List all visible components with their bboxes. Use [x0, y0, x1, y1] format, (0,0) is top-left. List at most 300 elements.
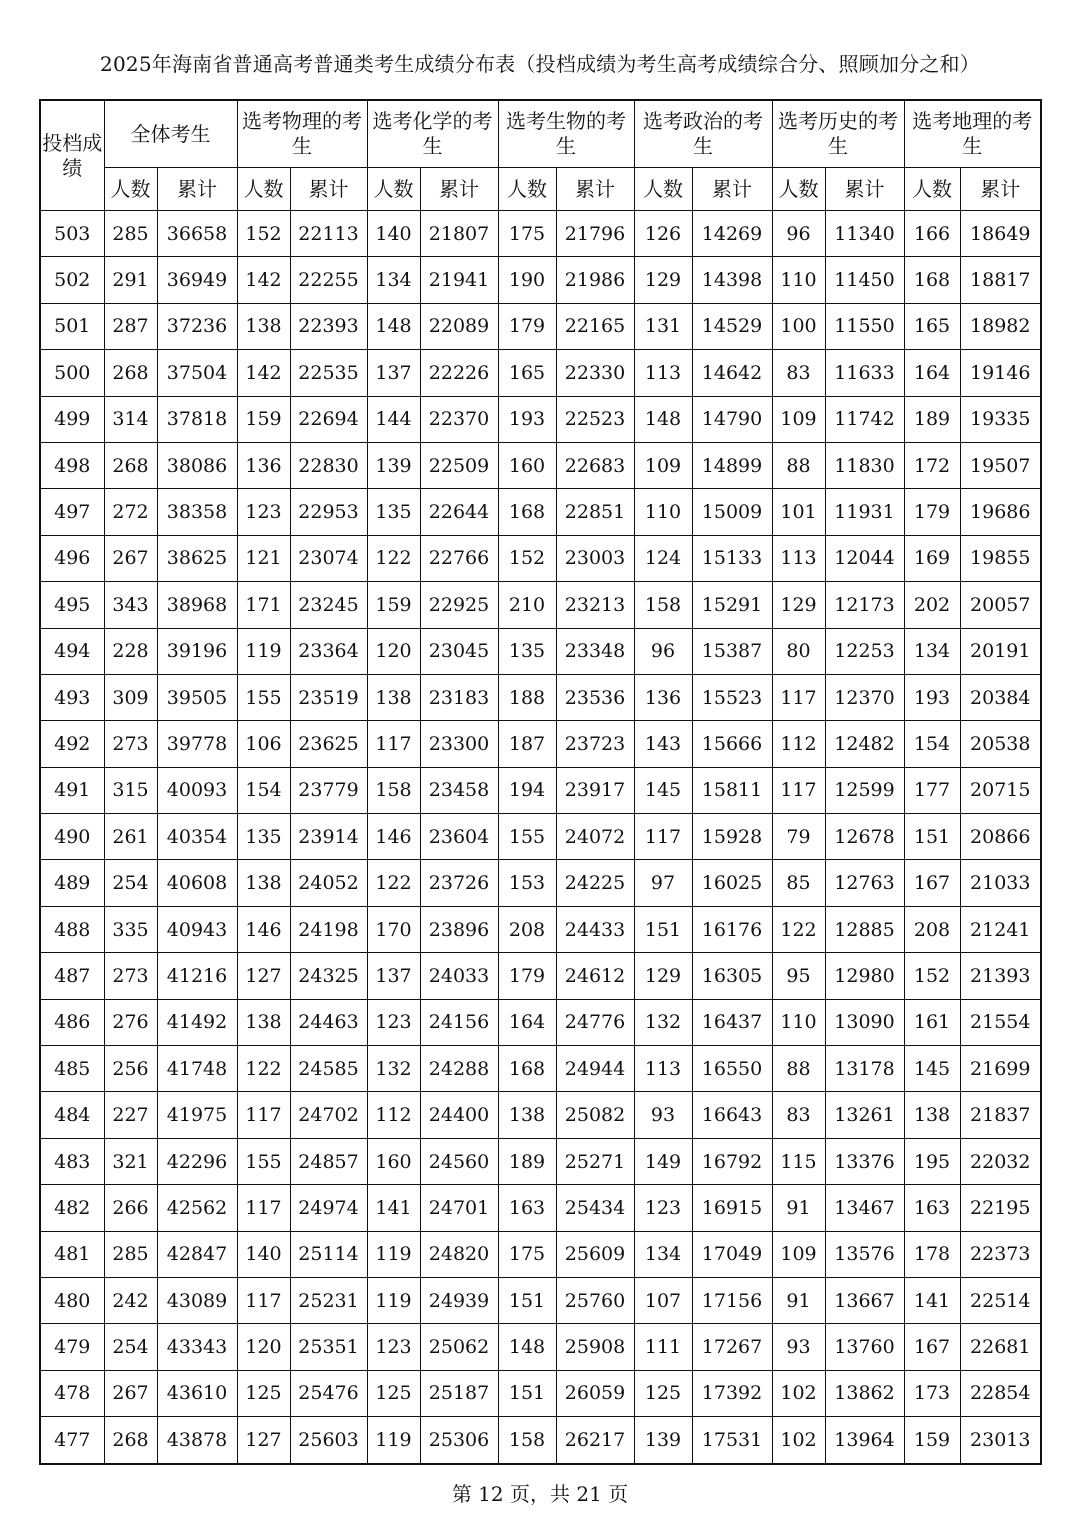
table-cell: 38358 [157, 489, 237, 535]
table-cell: 21986 [556, 257, 634, 303]
table-cell: 14529 [692, 303, 772, 349]
table-cell: 20715 [960, 767, 1041, 813]
table-cell: 80 [772, 628, 825, 674]
table-cell: 158 [498, 1417, 556, 1464]
table-cell: 25476 [290, 1370, 367, 1416]
table-cell: 315 [104, 767, 157, 813]
table-cell: 102 [772, 1370, 825, 1416]
page-footer: 第 12 页，共 21 页 [451, 1482, 629, 1506]
table-cell: 134 [904, 628, 960, 674]
table-cell: 17267 [692, 1324, 772, 1370]
score-cell: 494 [40, 628, 104, 674]
table-cell: 155 [237, 1138, 290, 1184]
table-cell: 93 [772, 1324, 825, 1370]
table-cell: 107 [634, 1277, 692, 1323]
score-cell: 485 [40, 1046, 104, 1092]
score-cell: 487 [40, 953, 104, 999]
table-cell: 119 [367, 1417, 420, 1464]
table-cell: 111 [634, 1324, 692, 1370]
table-cell: 12885 [825, 906, 904, 952]
table-cell: 15133 [692, 535, 772, 581]
table-cell: 22644 [420, 489, 498, 535]
table-cell: 24944 [556, 1046, 634, 1092]
table-cell: 14790 [692, 396, 772, 442]
table-cell: 119 [237, 628, 290, 674]
score-cell: 496 [40, 535, 104, 581]
table-cell: 309 [104, 674, 157, 720]
table-cell: 23348 [556, 628, 634, 674]
table-cell: 190 [498, 257, 556, 303]
table-cell: 11340 [825, 211, 904, 257]
header-cumulative: 累计 [290, 168, 367, 211]
table-cell: 23300 [420, 721, 498, 767]
header-group-politics: 选考政治的考生 [634, 100, 772, 168]
table-row [40, 257, 1041, 303]
table-cell: 227 [104, 1092, 157, 1138]
table-cell: 88 [772, 442, 825, 488]
table-cell: 117 [237, 1092, 290, 1138]
table-cell: 11450 [825, 257, 904, 303]
table-cell: 120 [367, 628, 420, 674]
table-cell: 132 [367, 1046, 420, 1092]
table-cell: 120 [237, 1324, 290, 1370]
table-cell: 155 [498, 814, 556, 860]
table-cell: 96 [634, 628, 692, 674]
table-cell: 14642 [692, 350, 772, 396]
table-cell: 19335 [960, 396, 1041, 442]
table-cell: 146 [237, 906, 290, 952]
score-cell: 498 [40, 442, 104, 488]
table-cell: 37818 [157, 396, 237, 442]
table-cell: 26217 [556, 1417, 634, 1464]
table-cell: 17531 [692, 1417, 772, 1464]
table-cell: 113 [634, 1046, 692, 1092]
table-cell: 137 [367, 350, 420, 396]
table-cell: 101 [772, 489, 825, 535]
table-row [40, 535, 1041, 581]
table-cell: 179 [904, 489, 960, 535]
table-cell: 141 [904, 1277, 960, 1323]
table-cell: 228 [104, 628, 157, 674]
table-cell: 40943 [157, 906, 237, 952]
table-cell: 193 [498, 396, 556, 442]
table-row [40, 999, 1041, 1045]
table-cell: 106 [237, 721, 290, 767]
table-cell: 18649 [960, 211, 1041, 257]
table-cell: 202 [904, 582, 960, 628]
table-cell: 41748 [157, 1046, 237, 1092]
table-cell: 16437 [692, 999, 772, 1045]
table-cell: 160 [498, 442, 556, 488]
table-cell: 22535 [290, 350, 367, 396]
score-cell: 499 [40, 396, 104, 442]
table-cell: 24776 [556, 999, 634, 1045]
table-cell: 24820 [420, 1231, 498, 1277]
table-cell: 134 [634, 1231, 692, 1277]
table-cell: 149 [634, 1138, 692, 1184]
table-cell: 19507 [960, 442, 1041, 488]
table-cell: 20191 [960, 628, 1041, 674]
table-cell: 13862 [825, 1370, 904, 1416]
table-cell: 267 [104, 1370, 157, 1416]
table-cell: 25187 [420, 1370, 498, 1416]
table-row [40, 1370, 1041, 1416]
table-cell: 153 [498, 860, 556, 906]
score-cell: 503 [40, 211, 104, 257]
table-cell: 85 [772, 860, 825, 906]
table-cell: 100 [772, 303, 825, 349]
table-cell: 88 [772, 1046, 825, 1092]
table-cell: 139 [367, 442, 420, 488]
table-cell: 125 [237, 1370, 290, 1416]
score-cell: 489 [40, 860, 104, 906]
table-cell: 11830 [825, 442, 904, 488]
table-cell: 102 [772, 1417, 825, 1464]
table-cell: 23245 [290, 582, 367, 628]
table-cell: 25062 [420, 1324, 498, 1370]
table-cell: 136 [634, 674, 692, 720]
table-cell: 119 [367, 1277, 420, 1323]
score-cell: 478 [40, 1370, 104, 1416]
header-group-all: 全体考生 [104, 100, 237, 168]
score-cell: 491 [40, 767, 104, 813]
table-cell: 169 [904, 535, 960, 581]
table-cell: 22113 [290, 211, 367, 257]
table-cell: 25114 [290, 1231, 367, 1277]
table-cell: 40608 [157, 860, 237, 906]
table-cell: 113 [772, 535, 825, 581]
table-cell: 276 [104, 999, 157, 1045]
table-cell: 13376 [825, 1138, 904, 1184]
table-cell: 163 [904, 1185, 960, 1231]
table-cell: 21033 [960, 860, 1041, 906]
table-cell: 24939 [420, 1277, 498, 1323]
table-cell: 21807 [420, 211, 498, 257]
header-cumulative: 累计 [420, 168, 498, 211]
table-cell: 152 [498, 535, 556, 581]
table-cell: 22195 [960, 1185, 1041, 1231]
table-cell: 179 [498, 953, 556, 999]
table-cell: 91 [772, 1277, 825, 1323]
score-cell: 480 [40, 1277, 104, 1323]
header-group-chemistry: 选考化学的考生 [367, 100, 498, 168]
table-cell: 335 [104, 906, 157, 952]
table-cell: 38625 [157, 535, 237, 581]
table-cell: 23604 [420, 814, 498, 860]
table-cell: 129 [634, 257, 692, 303]
score-cell: 481 [40, 1231, 104, 1277]
header-cumulative: 累计 [157, 168, 237, 211]
table-cell: 25271 [556, 1138, 634, 1184]
table-cell: 13090 [825, 999, 904, 1045]
table-cell: 138 [367, 674, 420, 720]
header-count: 人数 [237, 168, 290, 211]
table-cell: 175 [498, 211, 556, 257]
table-cell: 22330 [556, 350, 634, 396]
table-cell: 36658 [157, 211, 237, 257]
table-row [40, 1231, 1041, 1277]
table-cell: 15811 [692, 767, 772, 813]
table-cell: 134 [367, 257, 420, 303]
table-cell: 187 [498, 721, 556, 767]
table-cell: 91 [772, 1185, 825, 1231]
table-cell: 314 [104, 396, 157, 442]
table-cell: 22681 [960, 1324, 1041, 1370]
table-cell: 12980 [825, 953, 904, 999]
header-cumulative: 累计 [825, 168, 904, 211]
table-row [40, 303, 1041, 349]
table-cell: 22766 [420, 535, 498, 581]
header-group-biology: 选考生物的考生 [498, 100, 634, 168]
table-cell: 168 [498, 1046, 556, 1092]
table-cell: 22925 [420, 582, 498, 628]
table-cell: 143 [634, 721, 692, 767]
table-row [40, 767, 1041, 813]
table-cell: 189 [498, 1138, 556, 1184]
table-cell: 158 [367, 767, 420, 813]
table-cell: 117 [237, 1277, 290, 1323]
table-cell: 25760 [556, 1277, 634, 1323]
table-cell: 11633 [825, 350, 904, 396]
table-cell: 39505 [157, 674, 237, 720]
table-cell: 164 [498, 999, 556, 1045]
table-cell: 175 [498, 1231, 556, 1277]
table-cell: 23896 [420, 906, 498, 952]
table-cell: 24701 [420, 1185, 498, 1231]
table-cell: 37236 [157, 303, 237, 349]
table-cell: 25434 [556, 1185, 634, 1231]
table-cell: 22032 [960, 1138, 1041, 1184]
table-cell: 43343 [157, 1324, 237, 1370]
table-cell: 19686 [960, 489, 1041, 535]
table-cell: 96 [772, 211, 825, 257]
table-cell: 123 [367, 999, 420, 1045]
table-cell: 16643 [692, 1092, 772, 1138]
table-row [40, 674, 1041, 720]
score-cell: 490 [40, 814, 104, 860]
table-cell: 267 [104, 535, 157, 581]
table-cell: 11742 [825, 396, 904, 442]
table-cell: 13576 [825, 1231, 904, 1277]
table-cell: 41216 [157, 953, 237, 999]
table-cell: 24433 [556, 906, 634, 952]
table-cell: 22370 [420, 396, 498, 442]
table-cell: 42562 [157, 1185, 237, 1231]
table-cell: 135 [498, 628, 556, 674]
table-cell: 135 [237, 814, 290, 860]
table-cell: 36949 [157, 257, 237, 303]
table-cell: 22683 [556, 442, 634, 488]
table-row [40, 814, 1041, 860]
table-cell: 22373 [960, 1231, 1041, 1277]
table-cell: 18817 [960, 257, 1041, 303]
table-cell: 166 [904, 211, 960, 257]
score-cell: 484 [40, 1092, 104, 1138]
table-cell: 20384 [960, 674, 1041, 720]
table-cell: 112 [772, 721, 825, 767]
table-cell: 171 [237, 582, 290, 628]
table-cell: 12482 [825, 721, 904, 767]
table-row [40, 1324, 1041, 1370]
table-cell: 41492 [157, 999, 237, 1045]
table-cell: 14899 [692, 442, 772, 488]
table-cell: 23183 [420, 674, 498, 720]
table-cell: 23779 [290, 767, 367, 813]
table-body [40, 211, 1041, 1464]
table-cell: 40354 [157, 814, 237, 860]
header-count: 人数 [498, 168, 556, 211]
table-cell: 24702 [290, 1092, 367, 1138]
table-cell: 23917 [556, 767, 634, 813]
table-cell: 131 [634, 303, 692, 349]
table-cell: 109 [634, 442, 692, 488]
table-cell: 19146 [960, 350, 1041, 396]
page-title: 2025年海南省普通高考普通类考生成绩分布表（投档成绩为考生高考成绩综合分、照顾加分之和） [100, 52, 980, 76]
table-cell: 23625 [290, 721, 367, 767]
table-cell: 151 [498, 1370, 556, 1416]
header-cumulative: 累计 [692, 168, 772, 211]
table-cell: 22523 [556, 396, 634, 442]
table-cell: 194 [498, 767, 556, 813]
table-cell: 138 [904, 1092, 960, 1138]
table-cell: 123 [367, 1324, 420, 1370]
table-cell: 24585 [290, 1046, 367, 1092]
table-cell: 24288 [420, 1046, 498, 1092]
table-cell: 139 [634, 1417, 692, 1464]
table-row [40, 628, 1041, 674]
table-cell: 22830 [290, 442, 367, 488]
table-cell: 43878 [157, 1417, 237, 1464]
table-cell: 254 [104, 1324, 157, 1370]
table-cell: 79 [772, 814, 825, 860]
table-cell: 189 [904, 396, 960, 442]
table-cell: 95 [772, 953, 825, 999]
table-cell: 22226 [420, 350, 498, 396]
table-cell: 268 [104, 1417, 157, 1464]
table-cell: 12253 [825, 628, 904, 674]
table-cell: 18982 [960, 303, 1041, 349]
table-cell: 25908 [556, 1324, 634, 1370]
table-cell: 208 [904, 906, 960, 952]
table-cell: 24072 [556, 814, 634, 860]
table-cell: 42296 [157, 1138, 237, 1184]
table-cell: 13667 [825, 1277, 904, 1323]
table-cell: 23213 [556, 582, 634, 628]
table-cell: 161 [904, 999, 960, 1045]
table-cell: 178 [904, 1231, 960, 1277]
table-cell: 12763 [825, 860, 904, 906]
score-cell: 479 [40, 1324, 104, 1370]
table-cell: 256 [104, 1046, 157, 1092]
table-cell: 16025 [692, 860, 772, 906]
table-cell: 38086 [157, 442, 237, 488]
table-cell: 132 [634, 999, 692, 1045]
table-cell: 16305 [692, 953, 772, 999]
header-row-groups [40, 100, 1041, 168]
table-cell: 21699 [960, 1046, 1041, 1092]
table-cell: 17392 [692, 1370, 772, 1416]
table-cell: 25603 [290, 1417, 367, 1464]
table-cell: 129 [772, 582, 825, 628]
table-cell: 13964 [825, 1417, 904, 1464]
score-cell: 495 [40, 582, 104, 628]
table-cell: 160 [367, 1138, 420, 1184]
table-cell: 21393 [960, 953, 1041, 999]
table-cell: 13467 [825, 1185, 904, 1231]
table-cell: 22165 [556, 303, 634, 349]
table-cell: 287 [104, 303, 157, 349]
table-cell: 135 [367, 489, 420, 535]
table-cell: 117 [772, 767, 825, 813]
table-cell: 24198 [290, 906, 367, 952]
table-cell: 13178 [825, 1046, 904, 1092]
table-cell: 23726 [420, 860, 498, 906]
table-row [40, 1417, 1041, 1464]
table-cell: 24225 [556, 860, 634, 906]
table-cell: 24052 [290, 860, 367, 906]
table-cell: 117 [367, 721, 420, 767]
table-cell: 42847 [157, 1231, 237, 1277]
table-cell: 154 [237, 767, 290, 813]
table-cell: 151 [498, 1277, 556, 1323]
table-cell: 119 [367, 1231, 420, 1277]
table-cell: 15387 [692, 628, 772, 674]
table-cell: 20057 [960, 582, 1041, 628]
table-cell: 122 [367, 535, 420, 581]
table-cell: 148 [634, 396, 692, 442]
header-row-sub [40, 168, 1041, 211]
table-cell: 125 [634, 1370, 692, 1416]
table-cell: 22509 [420, 442, 498, 488]
table-cell: 321 [104, 1138, 157, 1184]
table-cell: 19855 [960, 535, 1041, 581]
table-row [40, 350, 1041, 396]
table-cell: 151 [904, 814, 960, 860]
table-cell: 136 [237, 442, 290, 488]
header-group-geography: 选考地理的考生 [904, 100, 1041, 168]
table-cell: 22089 [420, 303, 498, 349]
table-cell: 23364 [290, 628, 367, 674]
table-row [40, 721, 1041, 767]
table-cell: 193 [904, 674, 960, 720]
table-cell: 109 [772, 1231, 825, 1277]
table-cell: 266 [104, 1185, 157, 1231]
table-cell: 12173 [825, 582, 904, 628]
table-cell: 155 [237, 674, 290, 720]
table-cell: 40093 [157, 767, 237, 813]
table-cell: 110 [634, 489, 692, 535]
header-score: 投档成绩 [40, 100, 104, 211]
table-cell: 16176 [692, 906, 772, 952]
table-cell: 12044 [825, 535, 904, 581]
table-cell: 159 [904, 1417, 960, 1464]
table-cell: 126 [634, 211, 692, 257]
table-cell: 152 [904, 953, 960, 999]
table-cell: 110 [772, 999, 825, 1045]
table-cell: 112 [367, 1092, 420, 1138]
table-cell: 122 [367, 860, 420, 906]
table-cell: 210 [498, 582, 556, 628]
table-cell: 343 [104, 582, 157, 628]
table-cell: 159 [367, 582, 420, 628]
table-cell: 168 [904, 257, 960, 303]
table-cell: 158 [634, 582, 692, 628]
table-cell: 15009 [692, 489, 772, 535]
table-cell: 39778 [157, 721, 237, 767]
table-cell: 145 [904, 1046, 960, 1092]
table-cell: 285 [104, 211, 157, 257]
table-cell: 17156 [692, 1277, 772, 1323]
